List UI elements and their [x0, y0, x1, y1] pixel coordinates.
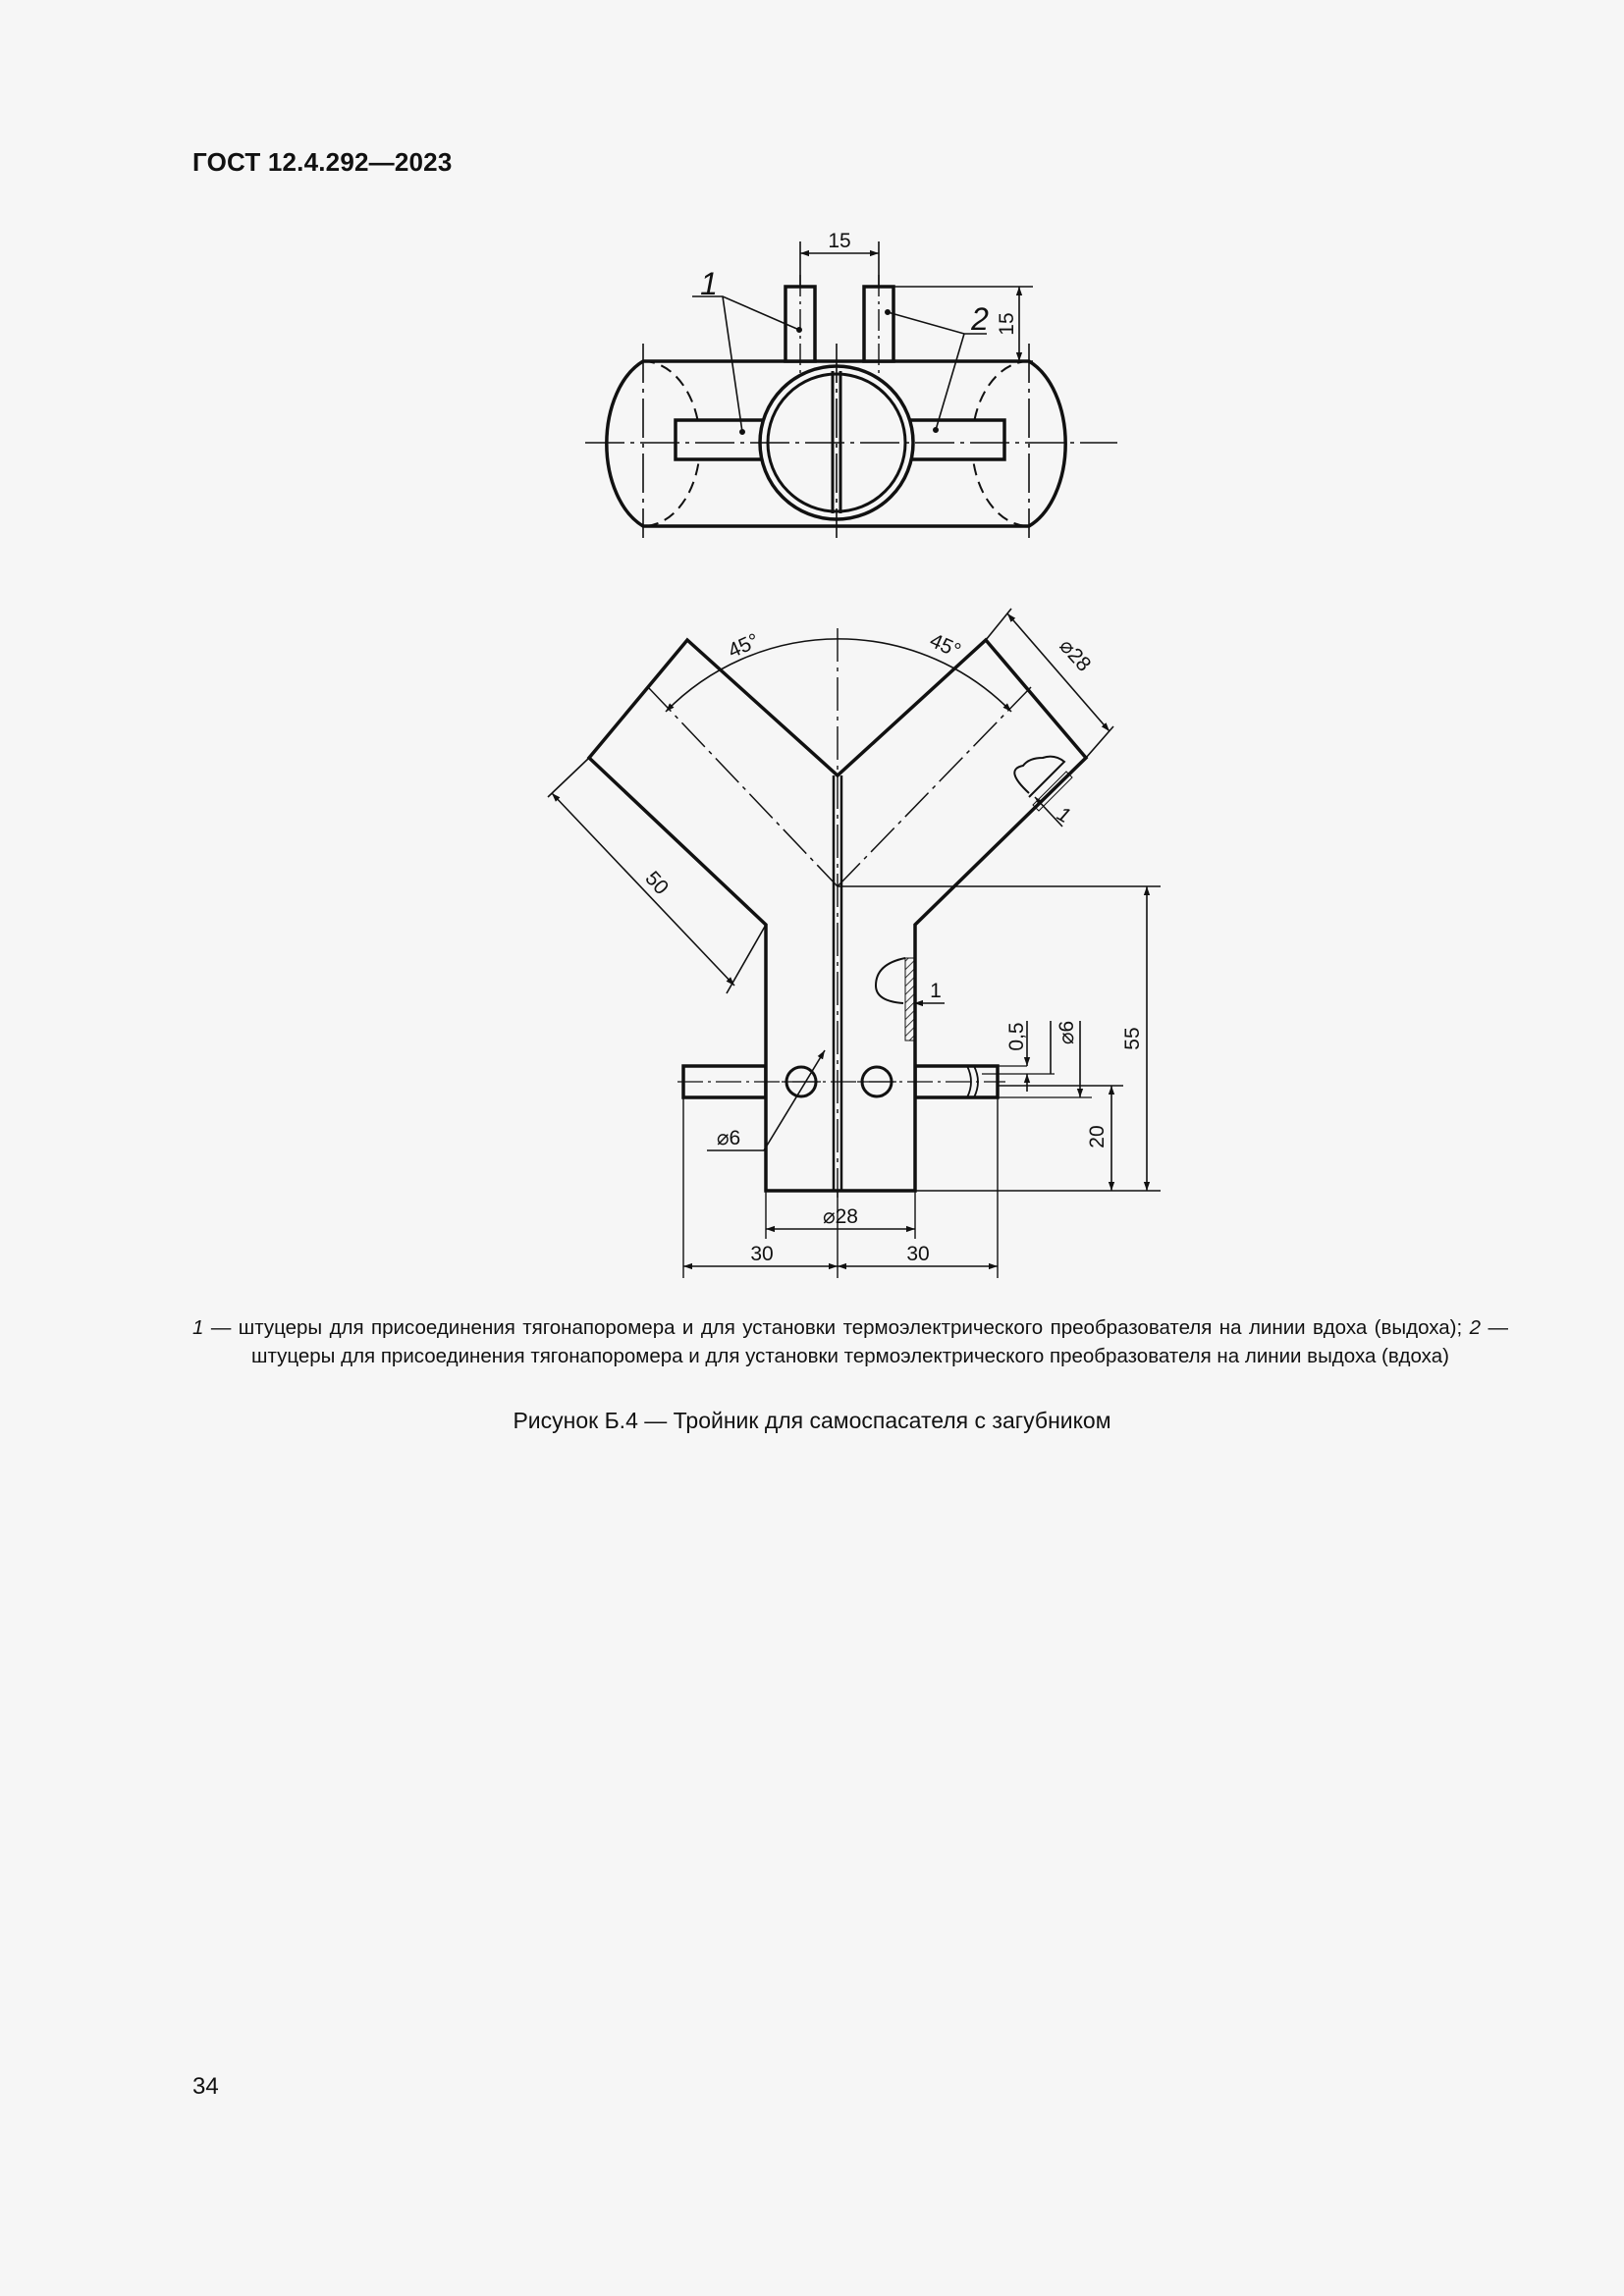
dim-weld-upper-label: 1: [1053, 802, 1075, 828]
dim-left-span-label: 30: [750, 1243, 774, 1265]
dim-fitting-diameter-label: ⌀6: [1056, 1020, 1078, 1045]
dim-body-diameter-label: ⌀28: [822, 1205, 859, 1228]
front-view: [548, 609, 1161, 1278]
top-view: [585, 241, 1117, 538]
document-header: ГОСТ 12.4.292—2023: [192, 147, 453, 177]
dim-total-height-label: 55: [1121, 1027, 1144, 1050]
callout-1-label: 1: [700, 266, 718, 301]
dim-weld-lower-label: 1: [930, 980, 942, 1002]
legend-item2-number: 2: [1469, 1316, 1482, 1339]
callout-2-label: 2: [971, 301, 989, 337]
figure-legend: [192, 1313, 1508, 1370]
page-number: 34: [192, 2073, 219, 2100]
figure-caption: Рисунок Б.4 — Тройник для самоспасателя с загубником: [513, 1408, 1111, 1433]
dim-branch-diameter-label: ⌀28: [1055, 634, 1096, 676]
angle-right-label: 45°: [926, 629, 964, 664]
dim-top-width-label: 15: [828, 230, 851, 252]
legend-item1-text: — штуцеры для присоединения тягонапоромера и для установки термоэлектрического преобразователя на линии вдоха (выдоха);: [203, 1316, 1470, 1339]
dim-right-span-label: 30: [906, 1243, 930, 1265]
dim-fitting-height-label: 20: [1086, 1125, 1109, 1148]
top-view-side-fitting-right: [902, 420, 1004, 459]
dim-top-height-label: 15: [996, 312, 1018, 336]
dim-hole-diameter-label: ⌀6: [716, 1127, 741, 1149]
angle-left-label: 45°: [725, 629, 763, 664]
dim-branch-length-label: 50: [640, 867, 674, 900]
legend-item1-number: 1: [192, 1316, 204, 1339]
dim-wall-label: 0,5: [1005, 1022, 1028, 1051]
legend-item2-text: — штуцеры для присоединения тягонапоромера и для установки термоэлектрического преобразователя на линии выдоха (вдоха): [251, 1316, 1508, 1367]
